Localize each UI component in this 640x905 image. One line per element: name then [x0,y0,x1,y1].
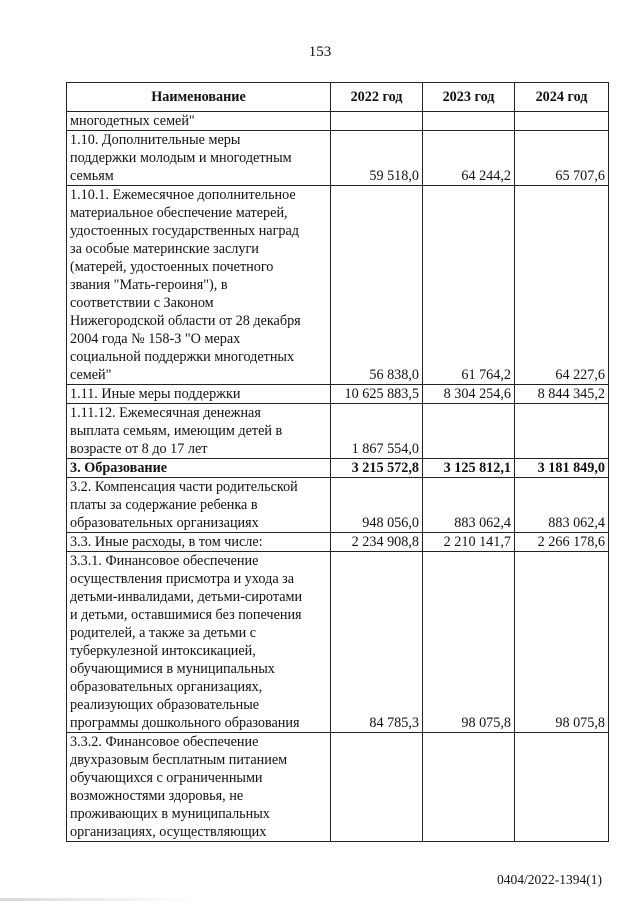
row-name-cell: 1.10. Дополнительные меры поддержки молодым и многодетным семьям [67,131,331,186]
row-name-cell: 3.3.1. Финансовое обеспечение осуществления присмотра и ухода за детьми-инвалидами, детьми-сиротами и детьми, оставшимися без попечения родителей, а также за детьми с туберкулезной интоксикацией, обучающимися в муниципальных образовательных организациях, реализующих образовательные программы дошкольного образования [67,552,331,733]
table-header [67,83,609,112]
value-2023-cell: 3 125 812,1 [423,459,515,478]
value-2023-cell: 2 210 141,7 [423,533,515,552]
document-code: 0404/2022-1394(1) [497,872,602,887]
value-2022-cell: 3 215 572,8 [331,459,423,478]
table-row [67,552,609,733]
row-name-cell: 3. Образование [67,459,331,478]
value-2023-cell [423,404,515,459]
value-2022-cell [331,112,423,131]
value-2024-cell [515,404,609,459]
value-2023-cell: 883 062,4 [423,478,515,533]
value-2022-cell: 84 785,3 [331,552,423,733]
table-row [67,459,609,478]
row-name-cell: 3.2. Компенсация части родительской платы за содержание ребенка в образовательных организациях [67,478,331,533]
value-2023-cell: 64 244,2 [423,131,515,186]
value-2024-cell: 98 075,8 [515,552,609,733]
table-row [67,533,609,552]
value-2023-cell [423,112,515,131]
header-name: Наименование [67,83,331,112]
value-2022-cell: 59 518,0 [331,131,423,186]
header-2023: 2023 год [423,83,515,112]
table-row [67,404,609,459]
value-2024-cell [515,112,609,131]
table-row [67,131,609,186]
value-2024-cell: 65 707,6 [515,131,609,186]
value-2022-cell: 2 234 908,8 [331,533,423,552]
value-2024-cell [515,733,609,842]
value-2024-cell: 883 062,4 [515,478,609,533]
row-name-cell: 1.11.12. Ежемесячная денежная выплата семьям, имеющим детей в возрасте от 8 до 17 лет [67,404,331,459]
budget-table [66,82,609,842]
table-row [67,385,609,404]
value-2023-cell: 61 764,2 [423,186,515,385]
value-2022-cell [331,733,423,842]
scan-artifact [0,898,200,901]
value-2023-cell [423,733,515,842]
table-row [67,112,609,131]
value-2023-cell: 98 075,8 [423,552,515,733]
table-row [67,478,609,533]
value-2024-cell: 3 181 849,0 [515,459,609,478]
header-2024: 2024 год [515,83,609,112]
value-2022-cell: 56 838,0 [331,186,423,385]
value-2022-cell: 10 625 883,5 [331,385,423,404]
page-number: 153 [308,44,332,60]
row-name-cell: 1.11. Иные меры поддержки [67,385,331,404]
value-2023-cell: 8 304 254,6 [423,385,515,404]
value-2024-cell: 2 266 178,6 [515,533,609,552]
table-row [67,733,609,842]
row-name-cell: 1.10.1. Ежемесячное дополнительное материальное обеспечение матерей, удостоенных государственных наград за особые материнские заслуги (матерей, удостоенных почетного звания "Мать-героиня"), в соответствии с Законом Нижегородской области от 28 декабря 2004 года № 158-З "О мерах социальной поддержки многодетных семей" [67,186,331,385]
row-name-cell: многодетных семей" [67,112,331,131]
header-2022: 2022 год [331,83,423,112]
value-2022-cell: 1 867 554,0 [331,404,423,459]
table-body [67,112,609,842]
value-2022-cell: 948 056,0 [331,478,423,533]
row-name-cell: 3.3.2. Финансовое обеспечение двухразовым бесплатным питанием обучающихся с ограниченными возможностями здоровья, не проживающих в муниципальных организациях, осуществляющих [67,733,331,842]
table-row [67,186,609,385]
value-2024-cell: 8 844 345,2 [515,385,609,404]
row-name-cell: 3.3. Иные расходы, в том числе: [67,533,331,552]
value-2024-cell: 64 227,6 [515,186,609,385]
